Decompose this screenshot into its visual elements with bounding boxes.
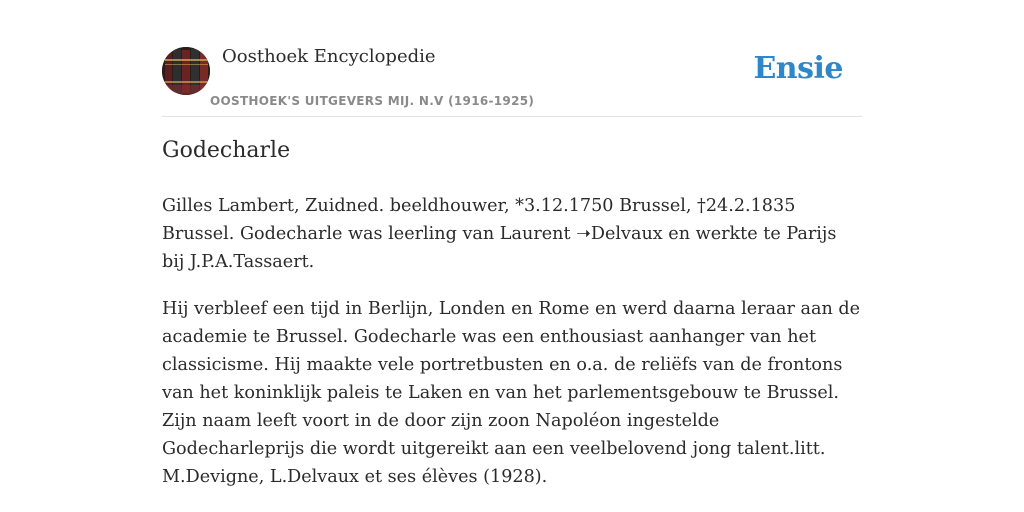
encyclopedia-books-icon[interactable] xyxy=(162,47,210,95)
site-title[interactable]: Oosthoek Encyclopedie xyxy=(222,46,436,67)
avatar-image xyxy=(162,47,210,95)
article-paragraph: Gilles Lambert, Zuidned. beeldhouwer, *3.12.1750 Brussel, †24.2.1835 Brussel. Godecharle was leerling van Laurent ➝Delvaux en werkte te Parijs bij J.P.A.Tassaert. xyxy=(162,196,837,272)
article-body xyxy=(162,192,862,510)
site-header xyxy=(162,45,862,117)
ensie-logo[interactable]: Ensie xyxy=(753,51,843,86)
article-title: Godecharle xyxy=(162,138,291,163)
article-paragraph: Hij verbleef een tijd in Berlijn, Londen en Rome en werd daarna leraar aan de academie te Brussel. Godecharle was een enthousiast aanhanger van het classicisme. Hij maakte vele portretbusten en o.a. de reliëfs van de frontons van het koninklijk paleis te Laken en van het parlementsgebouw te Brussel. Zijn naam leeft voort in de door zijn zoon Napoléon ingestelde Godecharleprijs die wordt uitgereikt aan een veelbelovend jong talent.litt. M.Devigne, L.Delvaux et ses élèves (1928). xyxy=(162,299,861,487)
site-subtitle: OOSTHOEK'S UITGEVERS MIJ. N.V (1916-1925) xyxy=(210,94,535,108)
